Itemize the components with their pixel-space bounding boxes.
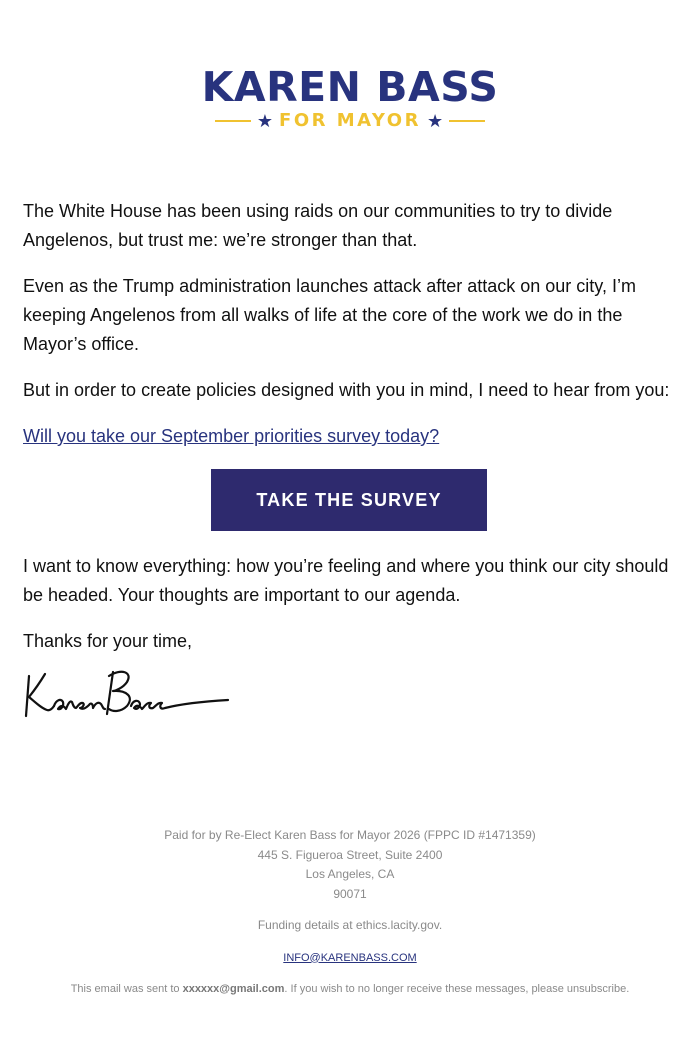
survey-link[interactable]: Will you take our September priorities survey today?	[23, 426, 440, 446]
logo-left-rule	[215, 120, 251, 122]
logo-name: KAREN BASS	[201, 63, 499, 111]
address-zip: 90071	[333, 886, 367, 901]
body-paragraph-4: I want to know everything: how you’re feeling and where you think our city should be headed. Your thoughts are important to our agenda.	[23, 556, 669, 605]
body-paragraph-3: But in order to create policies designed with you in mind, I need to hear from you:	[23, 380, 670, 400]
logo-tagline: FOR MAYOR	[279, 110, 421, 131]
address-line: 445 S. Figueroa Street, Suite 2400	[257, 847, 443, 862]
paid-for-disclaimer: Paid for by Re-Elect Karen Bass for Mayor 2026 (FPPC ID #1471359)	[164, 828, 536, 842]
take-survey-button[interactable]: TAKE THE SURVEY	[211, 469, 487, 531]
email-footer	[0, 826, 700, 1000]
star-icon: ★	[256, 111, 274, 131]
unsubscribe-notice	[0, 980, 700, 1000]
signature-image	[23, 664, 233, 724]
funding-details: Funding details at ethics.lacity.gov.	[257, 918, 443, 932]
recipient-email: xxxxxx@gmail.com	[182, 983, 285, 995]
contact-email-link[interactable]: INFO@KARENBASS.COM	[283, 951, 417, 964]
email-body	[23, 197, 683, 724]
body-paragraph-1: The White House has been using raids on our communities to try to divide Angelenos, but trust me: we’re stronger than that.	[23, 201, 613, 250]
address-city: Los Angeles, CA	[305, 867, 395, 881]
campaign-logo	[0, 64, 700, 132]
cta-wrapper	[23, 469, 683, 531]
logo-subline	[0, 110, 700, 132]
logo-right-rule	[449, 120, 485, 122]
signoff: Thanks for your time,	[23, 631, 193, 651]
star-icon: ★	[426, 111, 444, 131]
body-paragraph-2: Even as the Trump administration launches attack after attack on our city, I’m keeping Angelenos from all walks of life at the core of the work we do in the Mayor’s office.	[23, 276, 636, 354]
unsub-suffix: . If you wish to no longer receive these messages, please unsubscribe.	[284, 983, 630, 995]
unsub-prefix: This email was sent to	[70, 983, 183, 995]
